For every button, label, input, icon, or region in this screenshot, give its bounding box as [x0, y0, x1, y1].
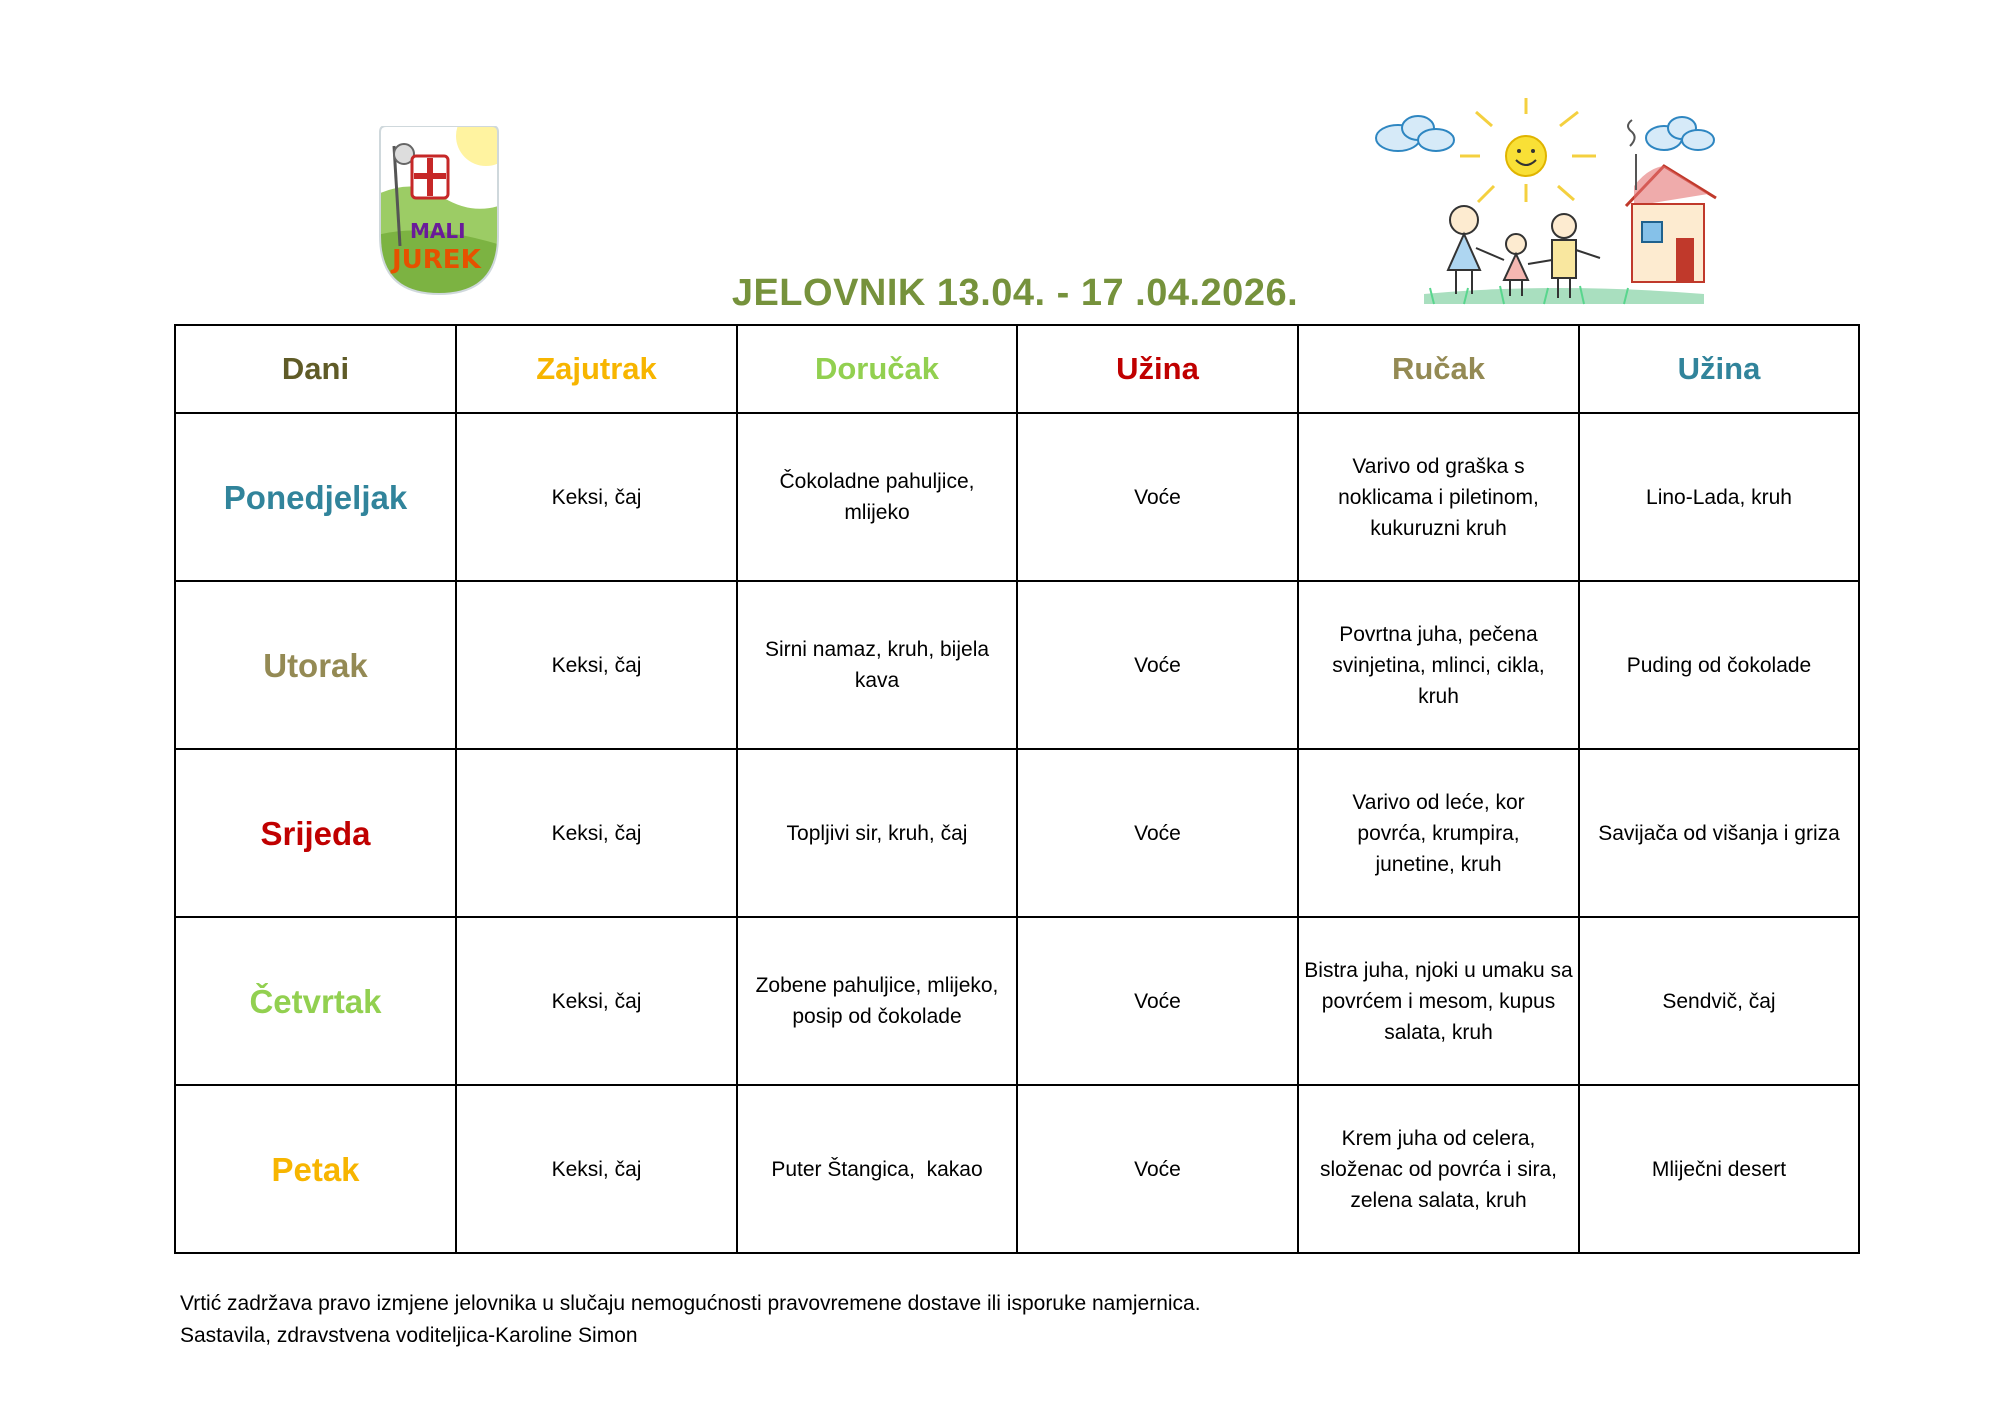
svg-text:JUREK: JUREK	[392, 245, 481, 275]
zajutrak-cell: Keksi, čaj	[456, 413, 737, 581]
uzina2-cell: Sendvič, čaj	[1579, 917, 1859, 1085]
col-header-dorucak: Doručak	[737, 325, 1017, 413]
footer-notes	[180, 1288, 1201, 1352]
rucak-cell: Varivo od leće, kor povrća, krumpira, junetine, kruh	[1298, 749, 1579, 917]
weekly-menu-table	[174, 324, 1860, 1254]
uzina-cell: Voće	[1017, 581, 1298, 749]
footer-author: Sastavila, zdravstvena voditeljica-Karoline Simon	[180, 1324, 638, 1347]
uzina-cell: Voće	[1017, 749, 1298, 917]
table-row	[175, 413, 1859, 581]
rucak-cell: Varivo od graška s noklicama i piletinom, kukuruzni kruh	[1298, 413, 1579, 581]
rucak-cell: Povrtna juha, pečena svinjetina, mlinci, cikla, kruh	[1298, 581, 1579, 749]
rucak-cell: Krem juha od celera, složenac od povrća i sira, zelena salata, kruh	[1298, 1085, 1579, 1253]
zajutrak-cell: Keksi, čaj	[456, 749, 737, 917]
uzina-cell: Voće	[1017, 917, 1298, 1085]
rucak-cell: Bistra juha, njoki u umaku sa povrćem i mesom, kupus salata, kruh	[1298, 917, 1579, 1085]
col-header-uzina: Užina	[1017, 325, 1298, 413]
table-row	[175, 1085, 1859, 1253]
table-row	[175, 917, 1859, 1085]
uzina-cell: Voće	[1017, 1085, 1298, 1253]
day-cell: Ponedjeljak	[175, 413, 456, 581]
col-header-zajutrak: Zajutrak	[456, 325, 737, 413]
table-row	[175, 749, 1859, 917]
col-header-dani: Dani	[175, 325, 456, 413]
uzina2-cell: Savijača od višanja i griza	[1579, 749, 1859, 917]
uzina2-cell: Lino-Lada, kruh	[1579, 413, 1859, 581]
dorucak-cell: Zobene pahuljice, mlijeko, posip od čokolade	[737, 917, 1017, 1085]
day-cell: Utorak	[175, 581, 456, 749]
zajutrak-cell: Keksi, čaj	[456, 917, 737, 1085]
uzina-cell: Voće	[1017, 413, 1298, 581]
footer-disclaimer: Vrtić zadržava pravo izmjene jelovnika u slučaju nemogućnosti pravovremene dostave ili isporuke namjernica.	[180, 1292, 1201, 1315]
svg-text:MALI: MALI	[410, 219, 466, 243]
dorucak-cell: Topljivi sir, kruh, čaj	[737, 749, 1017, 917]
day-cell: Srijeda	[175, 749, 456, 917]
dorucak-cell: Čokoladne pahuljice, mlijeko	[737, 413, 1017, 581]
uzina2-cell: Puding od čokolade	[1579, 581, 1859, 749]
dorucak-cell: Puter Štangica, kakao	[737, 1085, 1017, 1253]
dorucak-cell: Sirni namaz, kruh, bijela kava	[737, 581, 1017, 749]
zajutrak-cell: Keksi, čaj	[456, 1085, 737, 1253]
day-cell: Četvrtak	[175, 917, 456, 1085]
col-header-rucak: Ručak	[1298, 325, 1579, 413]
table-row	[175, 581, 1859, 749]
col-header-uzina-2: Užina	[1579, 325, 1859, 413]
uzina2-cell: Mliječni desert	[1579, 1085, 1859, 1253]
menu-title: JELOVNIK 13.04. - 17 .04.2026.	[731, 272, 1299, 314]
header-row	[175, 325, 1859, 413]
zajutrak-cell: Keksi, čaj	[456, 581, 737, 749]
day-cell: Petak	[175, 1085, 456, 1253]
